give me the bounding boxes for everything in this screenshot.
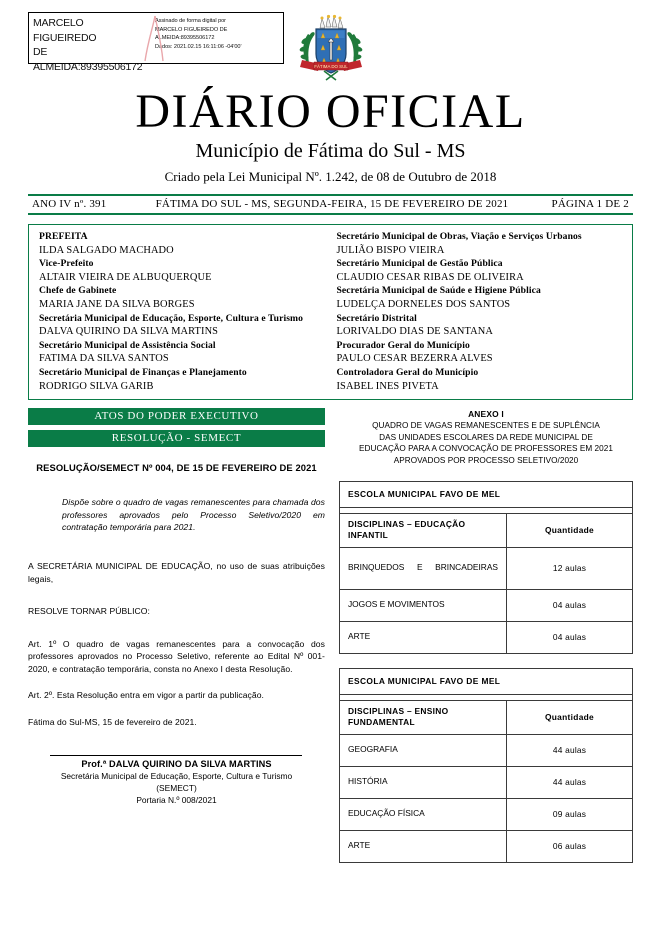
official-role: Vice-Prefeito	[39, 258, 94, 270]
discipline-quantity: 04 aulas	[507, 589, 633, 621]
school-name: ESCOLA MUNICIPAL FAVO DE MEL	[339, 481, 632, 507]
discipline-name: BRINQUEDOS E BRINCADEIRAS	[339, 547, 506, 589]
table-row	[339, 621, 632, 653]
annex-subtitle-line-3: EDUCAÇÃO PARA A CONVOCAÇÃO DE PROFESSORES EM 2021	[359, 444, 613, 454]
column-right	[339, 408, 633, 862]
discipline-quantity: 12 aulas	[507, 547, 633, 589]
resolution-place-date: Fátima do Sul-MS, 15 de fevereiro de 2021.	[28, 717, 197, 728]
vacancy-table-ensino-fundamental	[339, 668, 633, 863]
svg-text:FÁTIMA DO SUL: FÁTIMA DO SUL	[313, 64, 348, 70]
issue-page-indicator: PÁGINA 1 DE 2	[551, 198, 629, 210]
resolution-preamble: A SECRETÁRIA MUNICIPAL DE EDUCAÇÃO, no uso de suas atribuições legais,	[28, 560, 325, 584]
annex-subtitle-line-4: APROVADOS POR PROCESSO SELETIVO/2020	[393, 455, 579, 465]
official-role: Secretário Distrital	[336, 312, 417, 324]
signature-details	[149, 13, 283, 63]
officials-column-right	[331, 230, 633, 393]
signer-name: Prof.ª DALVA QUIRINO DA SILVA MARTINS	[81, 758, 272, 769]
signer-role: Secretária Municipal de Educação, Esporte, Cultura e Turismo	[60, 771, 293, 782]
issue-number: ANO IV nº. 391	[32, 198, 107, 210]
official-name: PAULO CESAR BEZERRA ALVES	[336, 353, 493, 365]
table-row-school-name	[339, 481, 632, 507]
officials-column-left	[29, 230, 331, 393]
official-role: Chefe de Gabinete	[39, 285, 117, 297]
table-header-row	[339, 700, 632, 734]
table-row	[339, 589, 632, 621]
official-name: RODRIGO SILVA GARIB	[39, 380, 154, 392]
issue-place-date: FÁTIMA DO SUL - MS, SEGUNDA-FEIRA, 15 DE FEVEREIRO DE 2021	[155, 198, 509, 210]
official-role: Secretário Municipal de Gestão Pública	[336, 258, 503, 270]
signature-subject-line-2: DE	[33, 46, 48, 58]
official-role: Secretária Municipal de Educação, Esporte, Cultura e Turismo	[39, 312, 304, 324]
column-header-quantity: Quantidade	[507, 513, 633, 547]
discipline-name: ARTE	[339, 621, 506, 653]
resolution-article-1: Art. 1º O quadro de vagas remanescentes para a convocação dos professores aprovados no Processo Seletivo, referente ao Edital Nº 001-2020, e contratação temporária, consta no Anexo I desta Resolução.	[28, 638, 325, 674]
official-name: DALVA QUIRINO DA SILVA MARTINS	[39, 326, 219, 338]
body-columns	[28, 408, 633, 862]
column-header-discipline: DISCIPLINAS – EDUCAÇÃO INFANTIL	[339, 513, 506, 547]
official-name: ILDA SALGADO MACHADO	[39, 244, 174, 256]
digital-signature-stamp	[28, 12, 284, 73]
official-role: Secretário Municipal de Assistência Social	[39, 339, 216, 351]
discipline-name: JOGOS E MOVIMENTOS	[339, 589, 506, 621]
signer-portaria: Portaria N.º 008/2021	[136, 795, 217, 806]
official-role: Secretário Municipal de Finanças e Planejamento	[39, 366, 247, 378]
official-name: MARIA JANE DA SILVA BORGES	[39, 298, 195, 310]
annex-subtitle-line-2: DAS UNIDADES ESCOLARES DA REDE MUNICIPAL DE	[379, 432, 593, 442]
signature-subject	[29, 13, 149, 73]
official-name: LUDELÇA DORNELES DOS SANTOS	[336, 298, 511, 310]
resolution-article-2: Art. 2º. Esta Resolução entra em vigor a partir da publicação.	[28, 690, 264, 701]
table-row	[339, 766, 632, 798]
official-role: Secretário Municipal de Obras, Viação e Serviços Urbanos	[336, 231, 582, 242]
discipline-quantity: 06 aulas	[507, 830, 633, 862]
masthead-subtitle: Município de Fátima do Sul - MS	[195, 140, 466, 162]
signature-detail-line-4: Dados: 2021.02.15 16:11:06 -04'00'	[155, 43, 242, 50]
annex-title: ANEXO I	[468, 409, 504, 420]
resolution-title: RESOLUÇÃO/SEMECT Nº 004, DE 15 DE FEVEREIRO DE 2021	[36, 462, 317, 474]
officials-box	[28, 224, 633, 400]
signature-detail-line-2: MARCELO FIGUEIREDO DE	[155, 26, 228, 33]
official-role: Secretária Municipal de Saúde e Higiene Pública	[336, 285, 541, 297]
coat-of-arms-icon	[298, 14, 364, 84]
masthead-law-line: Criado pela Lei Municipal Nº. 1.242, de 08 de Outubro de 2018	[164, 169, 497, 184]
official-name: JULIÃO BISPO VIEIRA	[336, 244, 445, 256]
table-header-row	[339, 513, 632, 547]
official-name: LORIVALDO DIAS DE SANTANA	[336, 326, 493, 338]
annex-subtitle-line-1: QUADRO DE VAGAS REMANESCENTES E DE SUPLÊNCIA	[372, 421, 600, 431]
signature-rule	[50, 755, 302, 756]
signature-subject-line-3: ALMEIDA:89395506172	[33, 60, 143, 73]
column-left	[28, 408, 325, 862]
table-row	[339, 734, 632, 766]
vacancy-table-educacao-infantil	[339, 481, 633, 654]
page-title: DIÁRIO OFICIAL	[135, 85, 526, 138]
issue-bar	[28, 194, 633, 215]
official-name: FATIMA DA SILVA SANTOS	[39, 353, 169, 365]
signature-detail-line-3: ALMEIDA:89395506172	[155, 35, 215, 42]
official-role: Controladora Geral do Município	[336, 366, 479, 378]
signer-acronym: (SEMECT)	[156, 783, 197, 794]
discipline-quantity: 44 aulas	[507, 734, 633, 766]
discipline-name: EDUCAÇÃO FÍSICA	[339, 798, 506, 830]
column-header-quantity: Quantidade	[507, 700, 633, 734]
school-name: ESCOLA MUNICIPAL FAVO DE MEL	[339, 668, 632, 694]
discipline-name: GEOGRAFIA	[339, 734, 506, 766]
discipline-name: HISTÓRIA	[339, 766, 506, 798]
resolution-resolve: RESOLVE TORNAR PÚBLICO:	[28, 606, 150, 617]
signature-subject-line-1: MARCELO FIGUEIREDO	[33, 17, 97, 44]
discipline-name: ARTE	[339, 830, 506, 862]
table-row	[339, 830, 632, 862]
column-header-discipline: DISCIPLINAS – ENSINO FUNDAMENTAL	[339, 700, 506, 734]
signature-detail-line-1: Assinado de forma digital por	[155, 18, 226, 24]
official-name: ISABEL INES PIVETA	[336, 380, 439, 392]
official-name: CLAUDIO CESAR RIBAS DE OLIVEIRA	[336, 271, 524, 283]
discipline-quantity: 09 aulas	[507, 798, 633, 830]
banner-executive-acts: ATOS DO PODER EXECUTIVO	[28, 408, 325, 425]
table-row	[339, 547, 632, 589]
signature-block	[28, 755, 325, 807]
official-role: Procurador Geral do Município	[336, 339, 470, 351]
official-name: ALTAIR VIEIRA DE ALBUQUERQUE	[39, 271, 212, 283]
discipline-quantity: 04 aulas	[507, 621, 633, 653]
table-row	[339, 798, 632, 830]
discipline-quantity: 44 aulas	[507, 766, 633, 798]
official-role: PREFEITA	[39, 231, 88, 242]
table-row-school-name	[339, 668, 632, 694]
banner-resolution: RESOLUÇÃO - SEMECT	[28, 430, 325, 447]
resolution-ementa: Dispõe sobre o quadro de vagas remanescentes para chamada dos professores aprovados pelo Processo Seletivo/2020 em contratação temporária para 2021.	[62, 497, 325, 533]
